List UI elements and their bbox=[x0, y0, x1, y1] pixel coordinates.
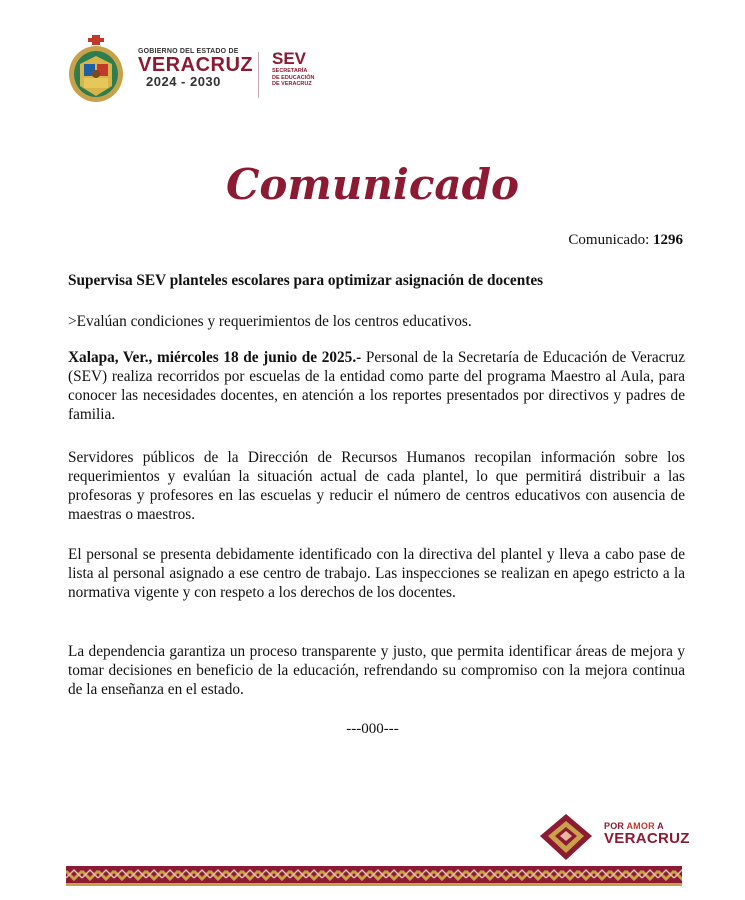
subheadline: >Evalúan condiciones y requerimientos de los centros educativos. bbox=[68, 313, 472, 330]
state-name: VERACRUZ bbox=[138, 54, 254, 76]
communique-number bbox=[568, 232, 683, 249]
document-title: Comunicado bbox=[225, 160, 520, 209]
footer-slogan bbox=[604, 821, 690, 847]
communique-number-value: 1296 bbox=[653, 232, 683, 248]
state-government-logo bbox=[138, 48, 253, 89]
closing-mark: ---000--- bbox=[346, 721, 399, 737]
paragraph-3: El personal se presenta debidamente identificado con la directiva del plantel y lleva a cabo pase de lista al personal asignado a ese centro de trabajo. Las inspecciones se realizan en apego estricto a la normativa vigente y con respeto a los derechos de los docentes. bbox=[68, 546, 685, 601]
paragraph-4: La dependencia garantiza un proceso transparente y justo, que permita identificar áreas de mejora y tomar decisiones en beneficio de la educación, refrendando su compromiso con la mejora continua de la enseñanza en el estado. bbox=[68, 643, 685, 698]
state-coat-of-arms-icon bbox=[66, 34, 126, 104]
slogan-main: VERACRUZ bbox=[604, 830, 690, 847]
slogan-suffix: A bbox=[654, 821, 664, 831]
administration-period: 2024 - 2030 bbox=[146, 74, 221, 89]
letterhead bbox=[66, 32, 366, 104]
paragraph-1 bbox=[68, 348, 685, 424]
sev-acronym: SEV bbox=[272, 49, 307, 68]
slogan-prefix: POR bbox=[604, 821, 627, 831]
sev-logo bbox=[272, 50, 334, 88]
headline: Supervisa SEV planteles escolares para optimizar asignación de docentes bbox=[68, 272, 544, 289]
sev-subtitle-2: DE EDUCACIÓN bbox=[272, 74, 315, 81]
dateline: Xalapa, Ver., miércoles 18 de junio de 2025.- bbox=[68, 349, 362, 366]
decorative-pattern-band bbox=[66, 866, 682, 886]
gov-line: GOBIERNO DEL ESTADO DE bbox=[138, 48, 239, 55]
paragraph-1-text: Personal de la Secretaría de Educación de Veracruz (SEV) realiza recorridos por escuelas de la entidad como parte del programa Maestro al Aula, para conocer las necesidades docentes, en atención a los reportes presentados por directivos y padres de familia. bbox=[68, 349, 685, 423]
logo-divider bbox=[258, 52, 259, 98]
slogan-emphasis: AMOR bbox=[626, 821, 655, 831]
paragraph-2: Servidores públicos de la Dirección de Recursos Humanos recopilan información sobre los requerimientos y evalúan la situación actual de cada plantel, lo que permitirá distribuir a las profesoras y profesores en las escuelas y reducir el número de centros educativos con ausencia de maestras o maestros. bbox=[68, 449, 685, 523]
communique-number-label: Comunicado: bbox=[568, 232, 650, 248]
sev-subtitle-1: SECRETARÍA bbox=[272, 68, 308, 74]
sev-subtitle-3: DE VERACRUZ bbox=[272, 81, 312, 87]
